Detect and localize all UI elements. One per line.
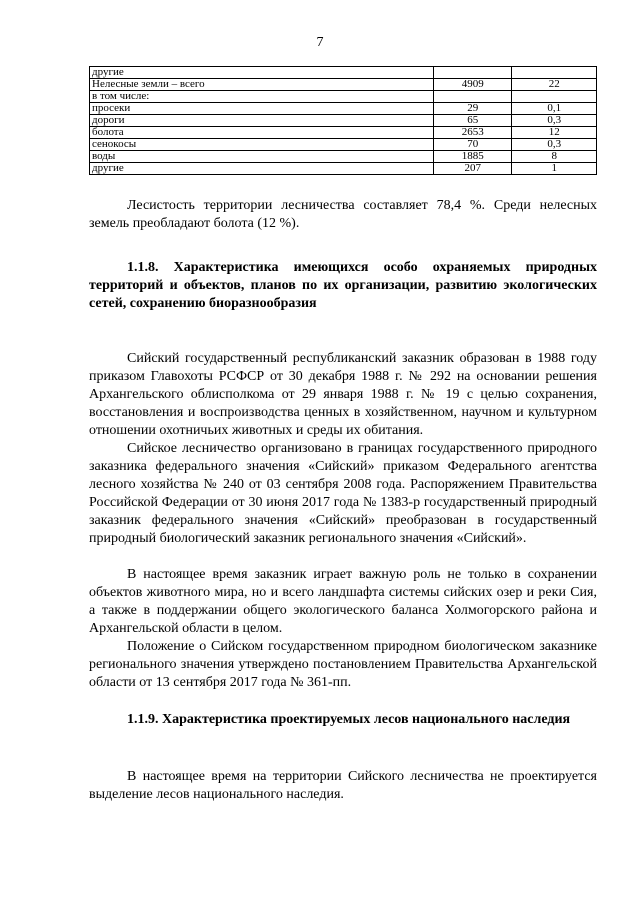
row-name: болота: [90, 127, 434, 139]
row-percent: 12: [512, 127, 597, 139]
section-paragraph-1: Сийский государственный республиканский заказник образован в 1988 году приказом Главохоты РСФСР от 30 декабря 1988 г. № 292 на основании решения Архангельского облисполкома от 29 января 1988 г. № 19 с целью сохранения, восстановления и воспроизводства ценных в хозяйственном, научном и культурном отношении охотничьих животных и среды их обитания.: [89, 351, 597, 438]
row-percent: 0,3: [512, 115, 597, 127]
row-percent: 0,1: [512, 103, 597, 115]
section-heading-1-1-8: 1.1.8. Характеристика имеющихся особо охраняемых природных территорий и объектов, планов по их организации, развитию экологических сетей, сохранению биоразнообразия: [89, 260, 597, 311]
row-value: 207: [434, 163, 512, 175]
table-row: [90, 67, 597, 79]
section-paragraph-2: Сийское лесничество организовано в границах государственного природного заказника федерального значения «Сийский» приказом Федерального агентства лесного хозяйства № 240 от 03 сентября 2008 года. Распоряжением Правительства Российской Федерации от 30 июня 2017 года № 1383-р государственный природный заказник федерального значения «Сийский» преобразован в государственный природный биологический заказник регионального значения «Сийский».: [89, 441, 597, 546]
table-row: [90, 163, 597, 175]
row-value: 70: [434, 139, 512, 151]
table-row: [90, 127, 597, 139]
row-value: 2653: [434, 127, 512, 139]
row-percent: [512, 67, 597, 79]
table-row: [90, 115, 597, 127]
table-row: [90, 79, 597, 91]
row-name: в том числе:: [90, 91, 434, 103]
section-paragraph-3: В настоящее время заказник играет важную роль не только в сохранении объектов животного мира, но и всего ландшафта системы сийских озер и реки Сия, а также в поддержании общего экологического баланса Холмогорского района и Архангельской области в целом.: [89, 567, 597, 636]
row-name: другие: [90, 67, 434, 79]
page-number: 7: [316, 35, 324, 50]
row-value: 1885: [434, 151, 512, 163]
row-value: 29: [434, 103, 512, 115]
row-name: другие: [90, 163, 434, 175]
row-percent: 1: [512, 163, 597, 175]
row-percent: 22: [512, 79, 597, 91]
row-value: 4909: [434, 79, 512, 91]
row-value: [434, 67, 512, 79]
section-heading-1-1-9: 1.1.9. Характеристика проектируемых лесов национального наследия: [127, 712, 571, 727]
row-percent: 8: [512, 151, 597, 163]
row-name: воды: [90, 151, 434, 163]
table-row: [90, 91, 597, 103]
row-percent: [512, 91, 597, 103]
section-paragraph-heritage: В настоящее время на территории Сийского лесничества не проектируется выделение лесов национального наследия.: [89, 769, 597, 802]
row-name: просеки: [90, 103, 434, 115]
table-row: [90, 139, 597, 151]
land-table: [89, 66, 597, 175]
forest-cover-paragraph: Лесистость территории лесничества составляет 78,4 %. Среди нелесных земель преобладают болота (12 %).: [89, 198, 597, 231]
row-percent: 0,3: [512, 139, 597, 151]
row-value: [434, 91, 512, 103]
table-row: [90, 103, 597, 115]
section-paragraph-4: Положение о Сийском государственном природном биологическом заказнике регионального значения утверждено постановлением Правительства Архангельской области от 13 сентября 2017 года № 361-пп.: [89, 639, 597, 690]
row-name: дороги: [90, 115, 434, 127]
row-value: 65: [434, 115, 512, 127]
row-name: Нелесные земли – всего: [90, 79, 434, 91]
table-row: [90, 151, 597, 163]
row-name: сенокосы: [90, 139, 434, 151]
